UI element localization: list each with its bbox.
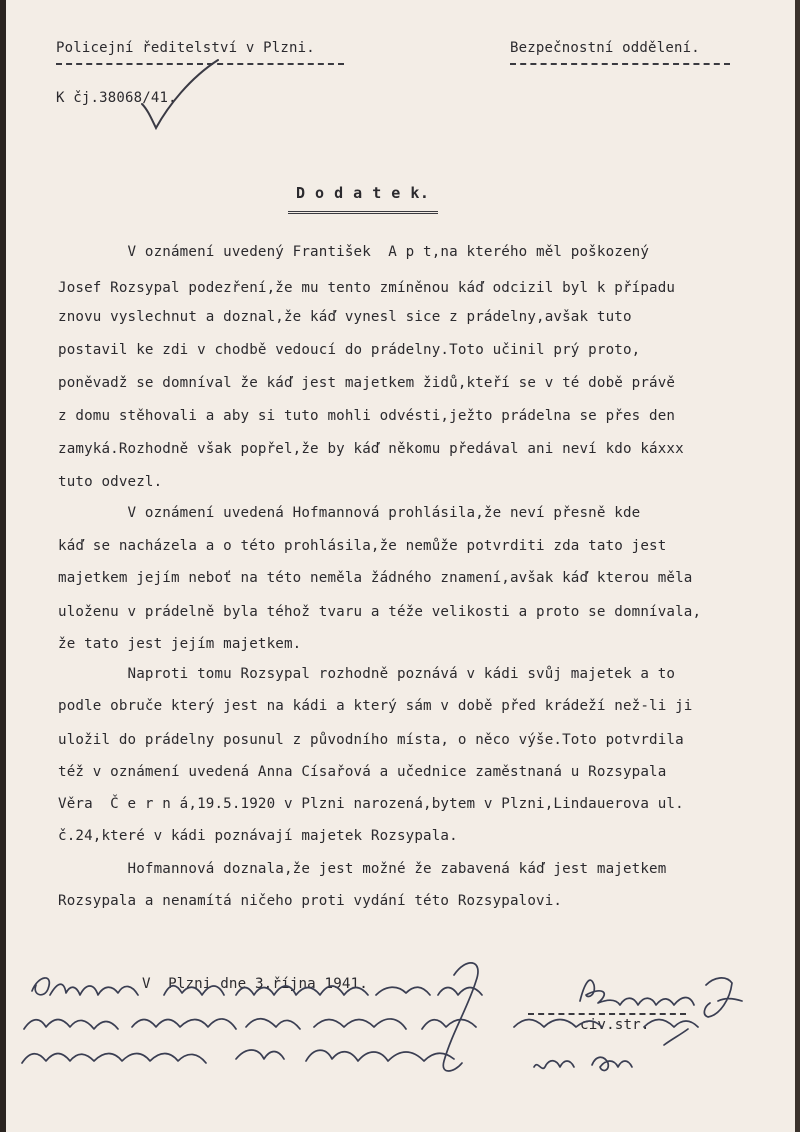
body-line: majetkem jejím neboť na této neměla žádného znamení,avšak káď kterou měla [58, 570, 693, 586]
body-line: Věra Č e r n á,19.5.1920 v Plzni narozená,bytem v Plzni,Lindauerova ul. [58, 796, 684, 812]
authority-heading: Policejní ředitelství v Plzni. [56, 40, 315, 56]
body-line: že tato jest jejím majetkem. [58, 636, 302, 652]
body-line: zamyká.Rozhodně však popřel,že by káď někomu předával ani neví kdo káxxx [58, 441, 684, 457]
department-underline [510, 63, 730, 65]
document-title: D o d a t e k. [296, 184, 430, 202]
body-line: V oznámení uvedený František A p t,na kterého měl poškozený [58, 244, 650, 260]
body-line: tuto odvezl. [58, 474, 163, 490]
signatory-rank: civ.str. [580, 1017, 650, 1033]
body-line: z domu stěhovali a aby si tuto mohli odvésti,ježto prádelna se přes den [58, 408, 676, 424]
body-line: též v oznámení uvedená Anna Císařová a učednice zaměstnaná u Rozsypala [58, 764, 667, 780]
scan-edge-left [0, 0, 6, 1132]
department-heading: Bezpečnostní oddělení. [510, 40, 700, 56]
body-line: V oznámení uvedená Hofmannová prohlásila,že neví přesně kde [58, 505, 641, 521]
body-line: uložil do prádelny posunul z původního místa, o něco výše.Toto potvrdila [58, 732, 684, 748]
handwritten-annotation [14, 955, 774, 1095]
body-line: postavil ke zdi v chodbě vedoucí do prádelny.Toto učinil prý proto, [58, 342, 641, 358]
body-line: znovu vyslechnut a doznal,že káď vynesl sice z prádelny,avšak tuto [58, 309, 632, 325]
body-line: uloženu v prádelně byla téhož tvaru a téže velikosti a proto se domnívala, [58, 604, 702, 620]
scan-edge-right [795, 0, 800, 1132]
body-line: poněvadž se domníval že káď jest majetkem židů,kteří se v té době právě [58, 375, 676, 391]
body-line: Josef Rozsypal podezření,že mu tento zmíněnou káď odcizil byl k případu [58, 280, 676, 296]
reference-number: K čj.38068/41. [56, 90, 177, 106]
body-line: podle obruče který jest na kádi a který sám v době před krádeží než-li ji [58, 698, 693, 714]
check-mark-icon [138, 58, 228, 130]
body-line: Naproti tomu Rozsypal rozhodně poznává v kádi svůj majetek a to [58, 666, 676, 682]
place-date: V Plzni dne 3.října 1941. [142, 976, 368, 992]
title-underline [288, 211, 438, 214]
body-line: Hofmannová doznala,že jest možné že zabavená káď jest majetkem [58, 861, 667, 877]
body-line: Rozsypala a nenamítá ničeho proti vydání této Rozsypalovi. [58, 893, 563, 909]
body-line: káď se nacházela a o této prohlásila,že nemůže potvrditi zda tato jest [58, 538, 667, 554]
body-line: č.24,které v kádi poznávají majetek Rozsypala. [58, 828, 458, 844]
